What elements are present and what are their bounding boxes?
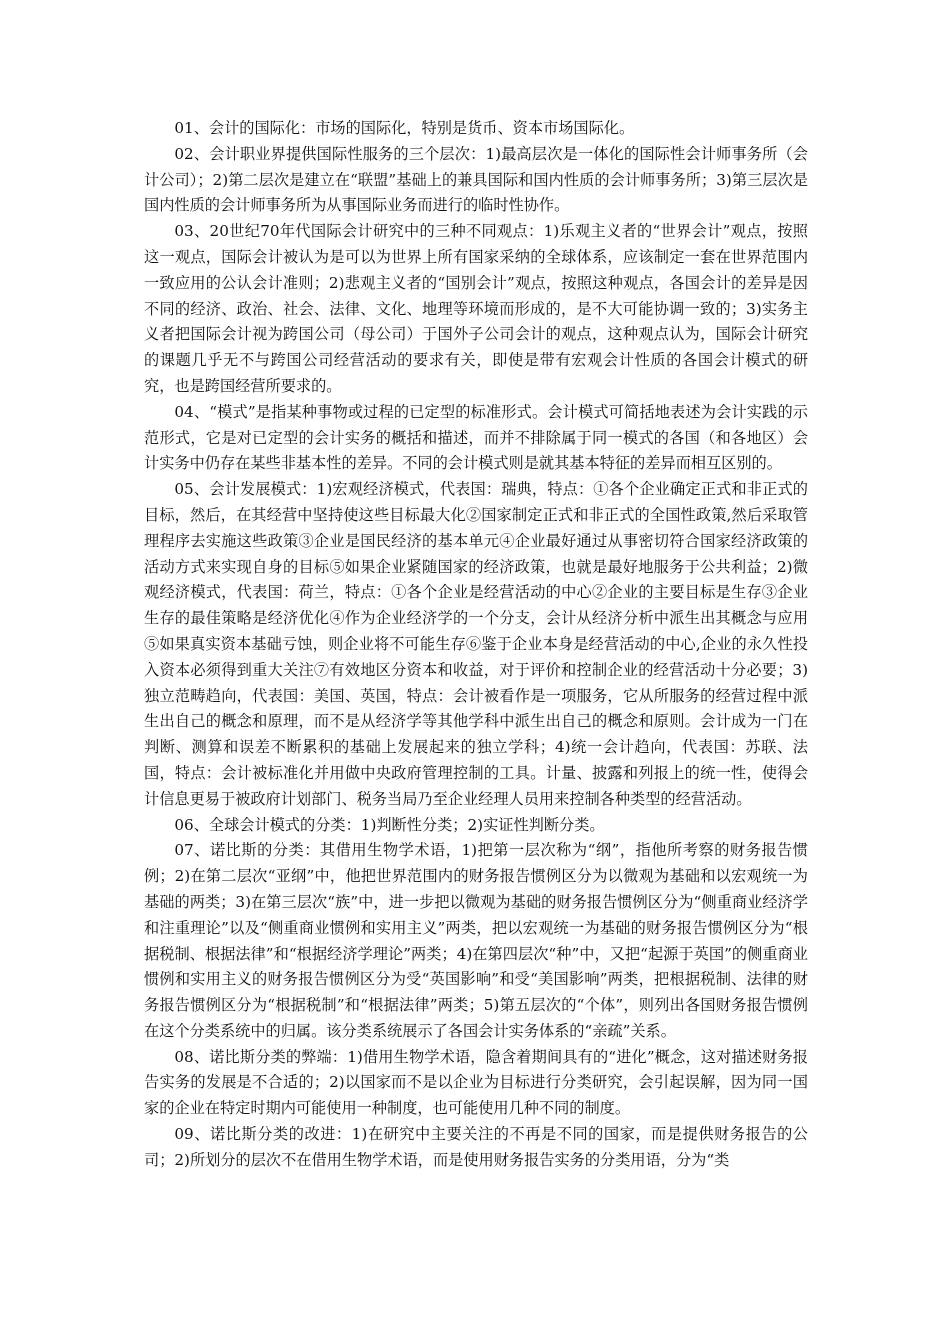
paragraph-07: 07、诺比斯的分类：其借用生物学术语，1)把第一层次称为“纲”，指他所考察的财务报告惯例；2)在第二层次“亚纲”中，他把世界范围内的财务报告惯例区分为以微观为基础和以宏观统一为基础的两类；3)在第三层次“族”中，进一步把以微观为基础的财务报告惯例区分为“侧重商业经济学和注重理论”以及“侧重商业惯例和实用主义”两类，把以宏观统一为基础的财务报告惯例区分为“根据税制、根据法律”和“根据经济学理论”两类；4)在第四层次“种”中，又把“起源于英国”的侧重商业惯例和实用主义的财务报告惯例区分为受“英国影响”和受“美国影响”两类，把根据税制、法律的财务报告惯例区分为“根据税制”和“根据法律”两类；5)第五层次的“个体”，则列出各国财务报告惯例在这个分类系统中的归属。该分类系统展示了各国会计实务体系的“亲疏”关系。	[144, 841, 808, 1040]
paragraph-06: 06、全球会计模式的分类：1)判断性分类；2)实证性判断分类。	[174, 815, 605, 834]
paragraph-05: 05、会计发展模式：1)宏观经济模式，代表国：瑞典，特点：①各个企业确定正式和非正式的目标，然后，在其经营中坚持使这些目标最大化②国家制定正式和非正式的全国性政策,然后采取管理程序去实施这些政策③企业是国民经济的基本单元④企业最好通过从事密切符合国家经济政策的活动方式来实现自身的目标⑤如果企业紧随国家的经济政策，也就是最好地服务于公共利益；2)微观经济模式，代表国：荷兰，特点：①各个企业是经营活动的中心②企业的主要目标是生存③企业生存的最佳策略是经济优化④作为企业经济学的一个分支，会计从经济分析中派生出其概念与应用⑤如果真实资本基础亏蚀，则企业将不可能生存⑥鉴于企业本身是经营活动的中心,企业的永久性投入资本必须得到重大关注⑦有效地区分资本和收益，对于评价和控制企业的经营活动十分必要；3)独立范畴趋向，代表国：美国、英国，特点：会计被看作是一项服务，它从所服务的经营过程中派生出自己的概念和原理，而不是从经济学等其他学科中派生出自己的概念和原则。会计成为一门在判断、测算和误差不断累积的基础上发展起来的独立学科；4)统一会计趋向，代表国：苏联、法国，特点：会计被标准化并用做中央政府管理控制的工具。计量、披露和列报上的统一性，使得会计信息更易于被政府计划部门、税务当局乃至企业经理人员用来控制各种类型的经营活动。	[144, 480, 808, 808]
paragraph-09: 09、诺比斯分类的改进：1)在研究中主要关注的不再是不同的国家，而是提供财务报告的公司；2)所划分的层次不在借用生物学术语，而是使用财务报告实务的分类用语，分为“类	[144, 1125, 808, 1169]
paragraph-04: 04、“模式”是指某种事物或过程的已定型的标准形式。会计模式可简括地表述为会计实践的示范形式，它是对已定型的会计实务的概括和描述，而并不排除属于同一模式的各国（和各地区）会计实务中仍存在某些非基本性的差异。不同的会计模式则是就其基本特征的差异而相互区别的。	[144, 402, 808, 473]
paragraph-03: 03、20世纪70年代国际会计研究中的三种不同观点：1)乐观主义者的“世界会计”观点，按照这一观点，国际会计被认为是可以为世界上所有国家采纳的全球体系，应该制定一套在世界范围内一致应用的公认会计准则；2)悲观主义者的“国别会计”观点，按照这种观点，各国会计的差异是因不同的经济、政治、社会、法律、文化、地理等环境而形成的，是不大可能协调一致的；3)实务主义者把国际会计视为跨国公司（母公司）于国外子公司会计的观点，这种观点认为，国际会计研究的课题几乎无不与跨国公司经营活动的要求有关，即使是带有宏观会计性质的各国会计模式的研究，也是跨国经营所要求的。	[144, 222, 808, 395]
paragraph-01: 01、会计的国际化：市场的国际化，特别是货币、资本市场国际化。	[174, 119, 635, 137]
paragraph-08: 08、诺比斯分类的弊端：1)借用生物学术语，隐含着期间具有的“进化”概念，这对描述财务报告实务的发展是不合适的；2)以国家而不是以企业为目标进行分类研究，会引起误解，因为同一国家的企业在特定时期内可能使用一种制度，也可能使用几种不同的制度。	[144, 1047, 808, 1118]
document-body	[144, 116, 808, 1174]
paragraph-02: 02、会计职业界提供国际性服务的三个层次：1)最高层次是一体化的国际性会计师事务所（会计公司）；2)第二层次是建立在“联盟”基础上的兼具国际和国内性质的会计师事务所；3)第三层次是国内性质的会计师事务所为从事国际业务而进行的临时性协作。	[144, 144, 808, 215]
